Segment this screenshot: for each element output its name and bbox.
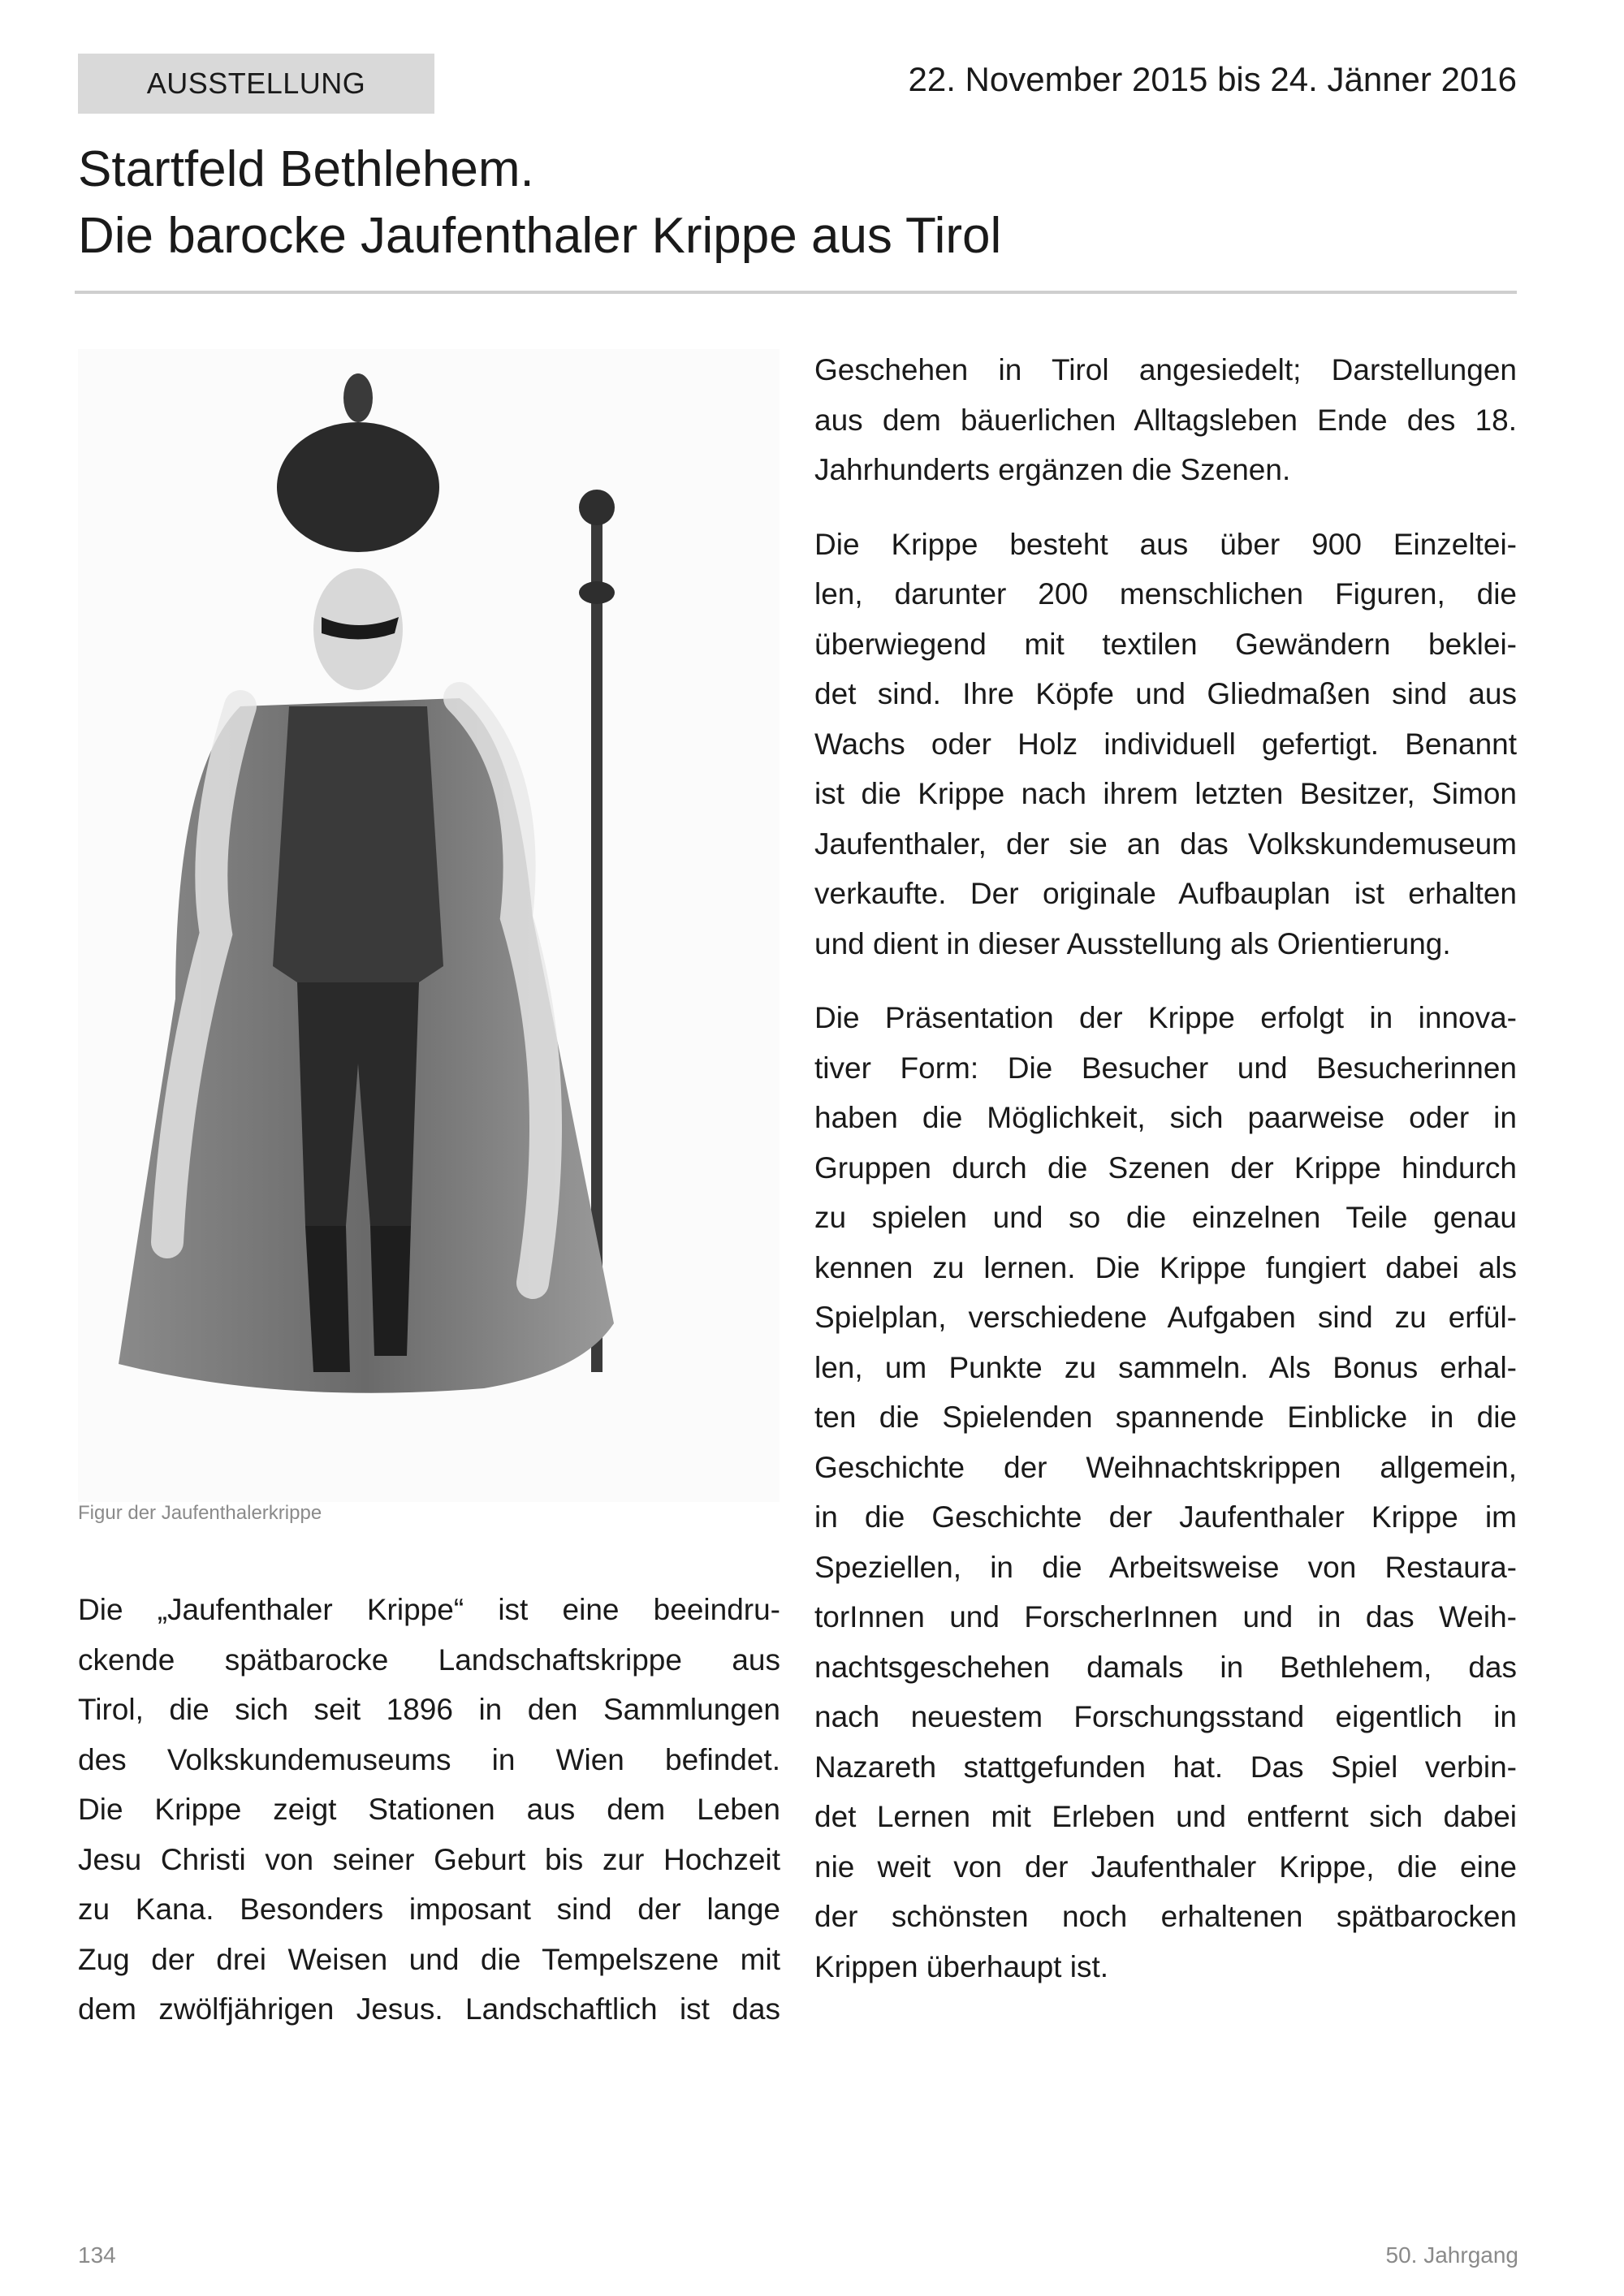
- text-line: Die „Jaufenthaler Krippe“ ist eine beeindru-: [78, 1593, 780, 1626]
- text-line: aus dem bäuerlichen Alltagsleben Ende des 18.: [814, 403, 1517, 437]
- text-line: Jesu Christi von seiner Geburt bis zur Hochzeit: [78, 1842, 780, 1876]
- text-line: Krippen überhaupt ist.: [814, 1949, 1109, 1983]
- figure-photo: [78, 349, 780, 1502]
- text-line: Jahrhunderts ergänzen die Szenen.: [814, 453, 1291, 486]
- divider: [75, 291, 1517, 294]
- text-line: len, darunter 200 menschlichen Figuren, die: [814, 577, 1517, 611]
- text-line: Die Krippe besteht aus über 900 Einzeltei-: [814, 527, 1517, 561]
- text-line: des Volkskundemuseums in Wien befindet.: [78, 1742, 780, 1776]
- text-line: zu Kana. Besonders imposant sind der lange: [78, 1892, 780, 1926]
- text-line: überwiegend mit textilen Gewändern beklei-: [814, 627, 1517, 661]
- text-line: Speziellen, in die Arbeitsweise von Restaura-: [814, 1550, 1517, 1584]
- text-line: und dient in dieser Ausstellung als Orientierung.: [814, 926, 1451, 960]
- text-line: det Lernen mit Erleben und entfernt sich dabei: [814, 1800, 1517, 1833]
- text-line: haben die Möglichkeit, sich paarweise oder in: [814, 1101, 1517, 1134]
- text-line: Die Präsentation der Krippe erfolgt in innova-: [814, 1001, 1517, 1034]
- text-line: Tirol, die sich seit 1896 in den Sammlungen: [78, 1693, 780, 1726]
- paragraph: [814, 345, 1517, 495]
- text-line: nach neuestem Forschungsstand eigentlich in: [814, 1700, 1517, 1733]
- title-line: Die barocke Jaufenthaler Krippe aus Tirol: [78, 208, 1002, 264]
- text-line: Zug der drei Weisen und die Tempelszene mit: [78, 1942, 780, 1976]
- text-line: Gruppen durch die Szenen der Krippe hindurch: [814, 1150, 1517, 1185]
- page-title: [78, 136, 1001, 270]
- text-line: kennen zu lernen. Die Krippe fungiert dabei als: [814, 1250, 1517, 1284]
- page-number: 134: [78, 2242, 116, 2268]
- text-line: Die Krippe zeigt Stationen aus dem Leben: [78, 1793, 780, 1826]
- text-line: in die Geschichte der Jaufenthaler Krippe im: [814, 1500, 1517, 1534]
- text-line: Geschichte der Weihnachtskrippen allgemein,: [814, 1450, 1517, 1484]
- section-label: AUSSTELLUNG: [78, 54, 434, 114]
- volume-label: 50. Jahrgang: [1385, 2242, 1518, 2268]
- text-line: len, um Punkte zu sammeln. Als Bonus erhal-: [814, 1350, 1517, 1384]
- title-line: Startfeld Bethlehem.: [78, 141, 534, 197]
- text-line: Geschehen in Tirol angesiedelt; Darstellungen: [814, 353, 1517, 386]
- text-line: ist die Krippe nach ihrem letzten Besitzer, Simon: [814, 777, 1517, 810]
- text-line: det sind. Ihre Köpfe und Gliedmaßen sind aus: [814, 677, 1517, 710]
- text-line: ten die Spielenden spannende Einblicke in die: [814, 1400, 1517, 1434]
- text-line: der schönsten noch erhaltenen spätbarocken: [814, 1900, 1517, 1933]
- paragraph: [814, 993, 1517, 1992]
- text-line: nachtsgeschehen damals in Bethlehem, das: [814, 1650, 1517, 1684]
- text-line: zu spielen und so die einzelnen Teile genau: [814, 1201, 1517, 1234]
- body-column-left: [78, 1585, 780, 2059]
- exhibition-dates: 22. November 2015 bis 24. Jänner 2016: [908, 60, 1517, 98]
- text-line: tiver Form: Die Besucher und Besucherinnen: [814, 1051, 1517, 1085]
- text-line: Spielplan, verschiedene Aufgaben sind zu erfül-: [814, 1301, 1517, 1334]
- text-line: nie weit von der Jaufenthaler Krippe, die eine: [814, 1849, 1517, 1884]
- text-line: Nazareth stattgefunden hat. Das Spiel verbin-: [814, 1750, 1517, 1784]
- text-line: torInnen und ForscherInnen und in das Weih-: [814, 1600, 1517, 1634]
- text-line: Jaufenthaler, der sie an das Volkskundemuseum: [814, 826, 1517, 861]
- text-line: ckende spätbarocke Landschaftskrippe aus: [78, 1642, 780, 1677]
- body-column-right: [814, 345, 1517, 2016]
- text-line: dem zwölfjährigen Jesus. Landschaftlich ist das: [78, 1992, 780, 2026]
- paragraph: [78, 1585, 780, 2035]
- text-line: Wachs oder Holz individuell gefertigt. Benannt: [814, 727, 1517, 761]
- text-line: verkaufte. Der originale Aufbauplan ist erhalten: [814, 877, 1517, 910]
- figure-caption: Figur der Jaufenthalerkrippe: [78, 1502, 322, 1524]
- paragraph: [814, 520, 1517, 969]
